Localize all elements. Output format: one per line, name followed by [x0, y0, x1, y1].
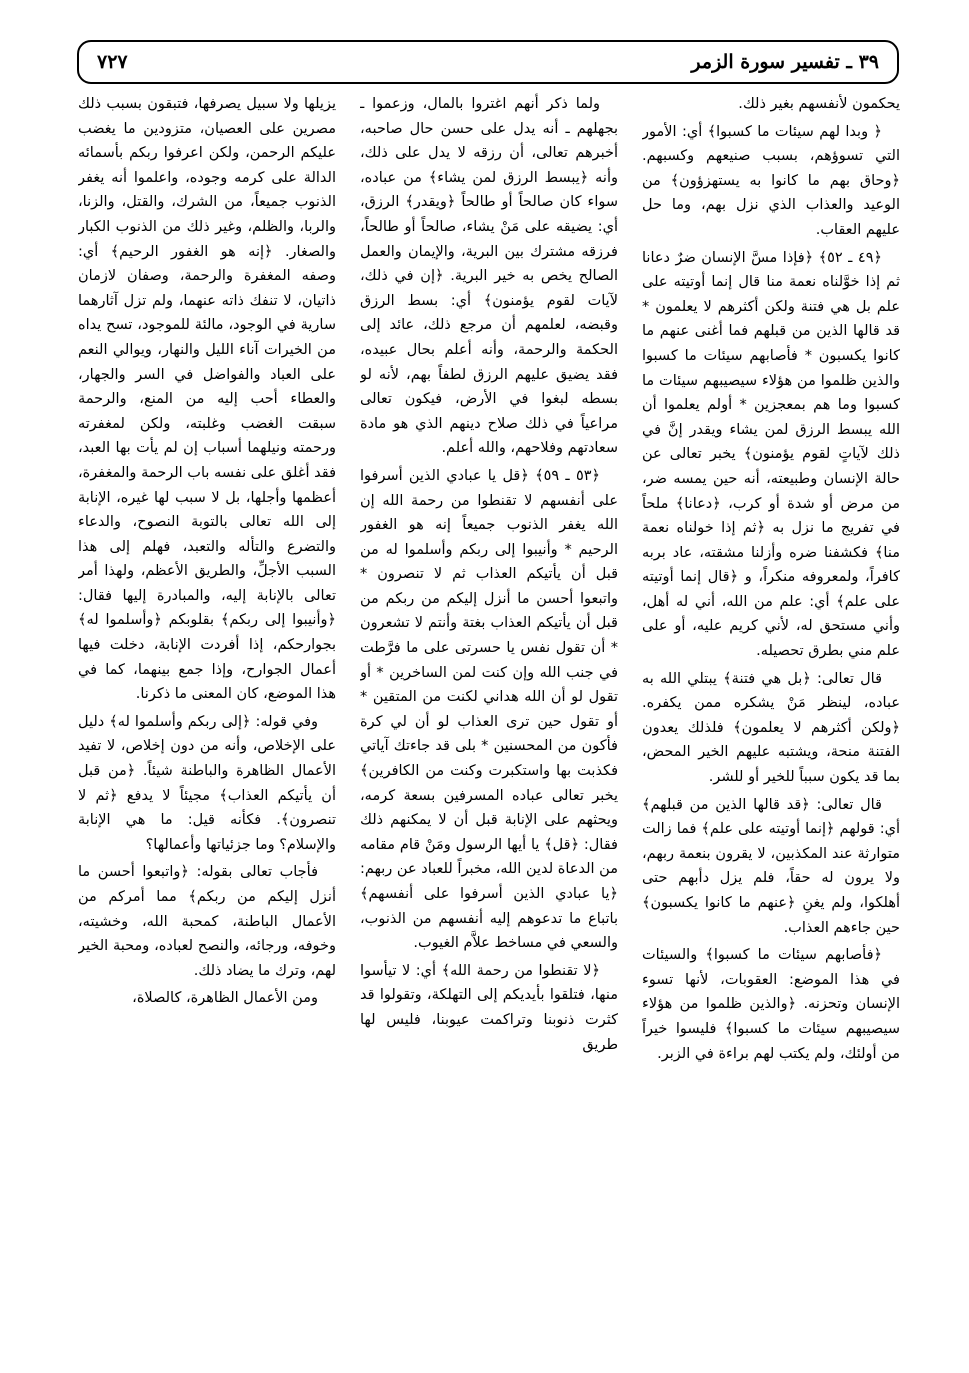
column-right — [642, 92, 900, 1364]
paragraph: يحكمون لأنفسهم بغير ذلك. — [738, 96, 900, 112]
paragraph: ولما ذكر أنهم اغتروا بالمال، وزعموا ـ بجهلهم ـ أنه يدل على حسن حال صاحبه، أخبرهم تعالى، أن رزقه لا يدل على ذلك، وأنه ﴿يبسط الرزق لمن يشاء﴾ من عباده، سواء كان صالحاً أو طالحاً ﴿ويقدر﴾ الرزق، أي: يضيقه على مَنْ يشاء، صالحاً أو طالحاً، فرزقه مشترك بين البرية، والإيمان والعمل الصالح يخص به خير البرية. ﴿إن في ذلك، لآيات لقوم يؤمنون﴾ أي: بسط الرزق وقبضه، لعلمهم أن مرجع ذلك، عائد إلى الحكمة والرحمة، وأنه أعلم بحال عبيده، فقد يضيق عليهم الرزق لطفاً بهم، لأنه لو بسطه لبغوا في الأرض، فيكون تعالى مراعياً في ذلك صلاح دينهم الذي هو مادة سعادتهم وفلاحهم، والله أعلم. — [360, 96, 618, 457]
paragraph: ﴿ وبدا لهم سيئات ما كسبوا﴾ أي: الأمور التي تسوؤهم، بسبب صنيعهم وكسبهم. ﴿وحاق بهم ما كانوا به يستهزؤون﴾ من الوعيد والعذاب الذي نزل بهم، وما حل عليهم العقاب. — [642, 123, 900, 238]
paragraph: ﴿٤٩ ـ ٥٢﴾ ﴿فإذا مسَّ الإنسان ضرٌ دعانا ثم إذا خوَّلناه نعمة منا قال إنما أوتيته على علم بل هي فتنة ولكن أكثرهم لا يعلمون * قد قالها الذين من قبلهم فما أغنى عنهم ما كانوا يكسبون * فأصابهم سيئات ما كسبوا والذين ظلموا من هؤلاء سيصيبهم سيئات ما كسبوا وما هم بمعجزين * أولم يعلموا أن الله يبسط الرزق لمن يشاء ويقدر إنَّ في ذلك لآياتٍ لقوم يؤمنون﴾ يخبر تعالى عن حالة الإنسان وطبيعته، أنه حين يمسه ضر، من مرض أو شدة أو كرب، ﴿دعانا﴾ ملحاً في تفريج ما نزل به ﴿ثم إذا خولناه نعمة منا﴾ فكشفنا ضره وأزلنا مشقته، عاد بربه كافراً، ولمعروفه منكراً، و ﴿قال إنما أوتيته على علم﴾ أي: علم من الله، أني له أهل، وأني مستحق له، لأني كريم عليه، أو على علم مني بطرق تحصيله. — [642, 249, 900, 660]
text-columns — [78, 92, 900, 1364]
paragraph: وفي قوله: ﴿إلى ربكم وأسلموا له﴾ دليل على الإخلاص، وأنه من دون إخلاص، لا تفيد الأعمال الظاهرة والباطنة شيئاً. ﴿من قبل أن يأتيكم العذاب﴾ مجيئاً لا يدفع ﴿ثم لا تنصرون﴾. فكأنه قيل: ما هي الإنابة والإسلام؟ وما جزئياتها وأعمالها؟ — [78, 713, 336, 853]
page-number: ٧٢٧ — [97, 51, 128, 73]
paragraph: قال تعالى: ﴿قد قالها الذين من قبلهم﴾ أي: قولهم ﴿إنما أوتيته على علم﴾ فما زالت متوارثة عند المكذبين، لا يقرون بنعمة ربهم، ولا يرون له حقاً، فلم يزل دأبهم حتى أهلكوا، ولم يغنِ ﴿عنهم ما كانوا يكسبون﴾ حين جاءهم العذاب. — [642, 796, 900, 936]
paragraph: قال تعالى: ﴿بل هي فتنة﴾ يبتلي الله به عباده، لينظر مَنْ يشكره ممن يكفره. ﴿ولكن أكثرهم لا يعلمون﴾ فلذلك يعدون الفتنة منحة، ويشتبه عليهم الخير المحض، بما قد يكون سبباً للخير أو للشر. — [642, 670, 900, 786]
paragraph: ﴿٥٣ ـ ٥٩﴾ ﴿قل يا عبادي الذين أسرفوا على أنفسهم لا تقنطوا من رحمة الله إن الله يغفر الذنوب جميعاً إنه هو الغفور الرحيم * وأنيبوا إلى ربكم وأسلموا له من قبل أن يأتيكم العذاب ثم لا تنصرون * واتبعوا أحسن ما أنزل إليكم من ربكم من قبل أن يأتيكم العذاب بغتة وأنتم لا تشعرون * أن تقول نفس يا حسرتى على ما فرَّطت في جنب الله وإن كنت لمن الساخرين * أو تقول لو أن الله هداني لكنت من المتقين * أو تقول حين ترى العذاب لو أن لي كرة فأكون من المحسنين * بلى قد جاءتك آياتي فكذبت بها واستكبرت وكنت من الكافرين﴾ يخبر تعالى عباده المسرفين بسعة كرمه، ويحثهم على الإنابة قبل أن لا يمكنهم ذلك فقال: ﴿قل﴾ يا أيها الرسول ومَنْ قام مقامه من الدعاة لدين الله، مخبراً للعباد عن ربهم: ﴿يا عبادي الذين أسرفوا على أنفسهم﴾ باتباع ما تدعوهم إليه أنفسهم من الذنوب، والسعي في مساخط علاَّم الغيوب. — [360, 467, 618, 952]
paragraph: ومن الأعمال الظاهرة، كالصلاة، — [132, 990, 318, 1007]
paragraph: فأجاب تعالى بقوله: ﴿واتبعوا أحسن ما أنزل إليكم من ربكم﴾ مما أمركم من الأعمال الباطنة، كمحبة الله، وخشيته، وخوفه، ورجائه، والنصح لعباده، ومحبة الخير لهم، وترك ما يضاد ذلك. — [78, 864, 336, 979]
paragraph: ﴿فأصابهم سيئات ما كسبوا﴾ والسيئات في هذا الموضع: العقوبات، لأنها تسوء الإنسان وتحزنه. ﴿والذين ظلموا من هؤلاء سيصيبهم سيئات ما كسبوا﴾ فليسوا خيراً من أولئك، ولم يكتب لهم براءة في الزبر. — [642, 947, 900, 1062]
page-header — [77, 40, 899, 84]
column-middle — [360, 92, 618, 1364]
paragraph: يزيلها ولا سبيل يصرفها، فتبقون بسبب ذلك مصرين على العصيان، متزودين ما يغضب عليكم الرحمن، ولكن اعرفوا ربكم بأسمائه الدالة على كرمه وجوده، واعلموا أنه يغفر الذنوب جميعاً، من الشرك، والقتل، والزنا، والربا، والظلم، وغير ذلك من الذنوب الكبار والصغار. ﴿إنه هو الغفور الرحيم﴾ أي: وصفه المغفرة والرحمة، وصفان لازمان ذاتيان، لا تنفك ذاته عنهما، ولم تزل آثارهما سارية في الوجود، مالئة للموجود، تسح يداه من الخيرات آناء الليل والنهار، ويوالي النعم على العباد والفواضل في السر والجهار، والعطاء أحب إليه من المنع، والرحمة سبقت الغضب وغلبته، ولكن لمغفرته ورحمته ونيلهما أسباب إن لم يأت بها العبد، فقد أغلق على نفسه باب الرحمة والمغفرة، أعظمها وأجلها، بل لا سبب لها غيره، الإنابة إلى الله تعالى بالتوبة النصوح، والدعاء والتضرع والتأله والتعبد، فهلم إلى هذا السبب الأجلِّ، والطريق الأعظم، ولهذا أمر تعالى بالإنابة إليه، والمبادرة إليها فقال: ﴿وأنيبوا إلى ربكم﴾ بقلوبكم ﴿وأسلموا له﴾ بجوارحكم، إذا أفردت الإنابة، دخلت فيها أعمال الجوارح، وإذا جمع بينهما، كما في هذا الموضع، كان المعنى ما ذكرنا. — [78, 96, 336, 703]
paragraph: ﴿لا تقنطوا من رحمة الله﴾ أي: لا تيأسوا منها، فتلقوا بأيديكم إلى التهلكة، وتقولوا قد كثرت ذنوبنا وتراكمت عيوبنا، فليس لها طريق — [360, 962, 618, 1053]
column-left — [78, 92, 336, 1364]
surah-title: ٣٩ ـ تفسير سورة الزمر — [691, 51, 879, 73]
